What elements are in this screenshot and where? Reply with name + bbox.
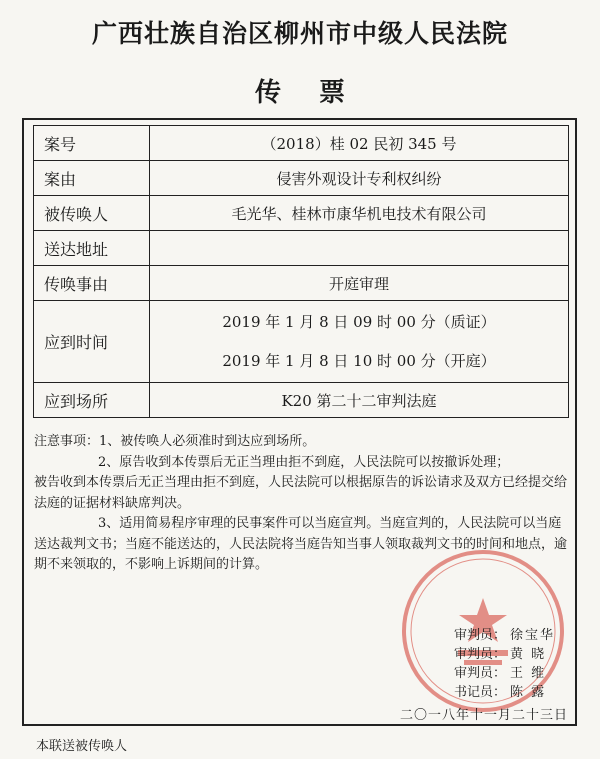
time-value: [150, 301, 569, 383]
place-row: [34, 383, 569, 418]
signature-line: [454, 645, 564, 664]
signature-line: [454, 664, 564, 683]
signature-block: [454, 626, 564, 702]
copy-note: 本联送被传唤人: [36, 739, 128, 754]
note-2: 2、原告收到本传票后无正当理由拒不到庭，人民法院可以按撤诉处理；: [98, 454, 510, 470]
note-2-continued: 被告收到本传票后无正当理由拒不到庭，人民法院可以根据原告的诉讼请求及双方已经提交给法庭的证据材料缺席判决。: [34, 475, 568, 511]
time-entry-2: 2019 年 1 月 8 日 10 时 00 分（开庭）: [222, 351, 496, 370]
note-1: 注意事项：1、被传唤人必须准时到达应到场所。: [34, 434, 316, 449]
issue-date: 二〇一八年十一月二十三日: [399, 708, 568, 723]
address-label: 送达地址: [34, 231, 150, 266]
note-3: 3、适用简易程序审理的民事案件可以当庭宣判。当庭宣判的，人民法院可以当庭送达裁判文书；当庭不能送达的，人民法院将当庭告知当事人领取裁判文书的时间和地点，逾期不来领取的，不影响上诉期间的计算。: [34, 516, 568, 572]
case-number-row: [34, 126, 569, 161]
case-number-label: 案号: [34, 126, 150, 161]
signature-name: 徐宝华: [510, 628, 556, 643]
time-row: [34, 301, 569, 383]
case-number-value: （2018）桂 02 民初 345 号: [150, 126, 569, 161]
address-value: [150, 231, 569, 266]
matter-label: 传唤事由: [34, 266, 150, 301]
matter-row: [34, 266, 569, 301]
address-row: [34, 231, 569, 266]
summons-info-table: [33, 125, 569, 418]
signature-name: 陈 露: [510, 685, 547, 700]
signature-role: 书记员：: [454, 685, 507, 700]
cause-label: 案由: [34, 161, 150, 196]
signature-role: 审判员：: [454, 628, 507, 643]
signature-role: 审判员：: [454, 647, 507, 662]
document-title: 传票: [254, 78, 383, 108]
summoned-row: [34, 196, 569, 231]
signature-name: 黄 晓: [510, 647, 547, 662]
time-label: 应到时间: [34, 301, 150, 383]
cause-row: [34, 161, 569, 196]
place-label: 应到场所: [34, 383, 150, 418]
signature-line: [454, 626, 564, 645]
time-entry-1: 2019 年 1 月 8 日 09 时 00 分（质证）: [222, 312, 496, 331]
signature-name: 王 维: [510, 666, 547, 681]
summoned-value: 毛光华、桂林市康华机电技术有限公司: [150, 196, 569, 231]
court-name: 广西壮族自治区柳州市中级人民法院: [91, 19, 508, 48]
matter-value: 开庭审理: [150, 266, 569, 301]
signature-role: 审判员：: [454, 666, 507, 681]
summoned-label: 被传唤人: [34, 196, 150, 231]
place-value: K20 第二十二审判法庭: [150, 383, 569, 418]
cause-value: 侵害外观设计专利权纠纷: [150, 161, 569, 196]
signature-line: [454, 683, 564, 702]
